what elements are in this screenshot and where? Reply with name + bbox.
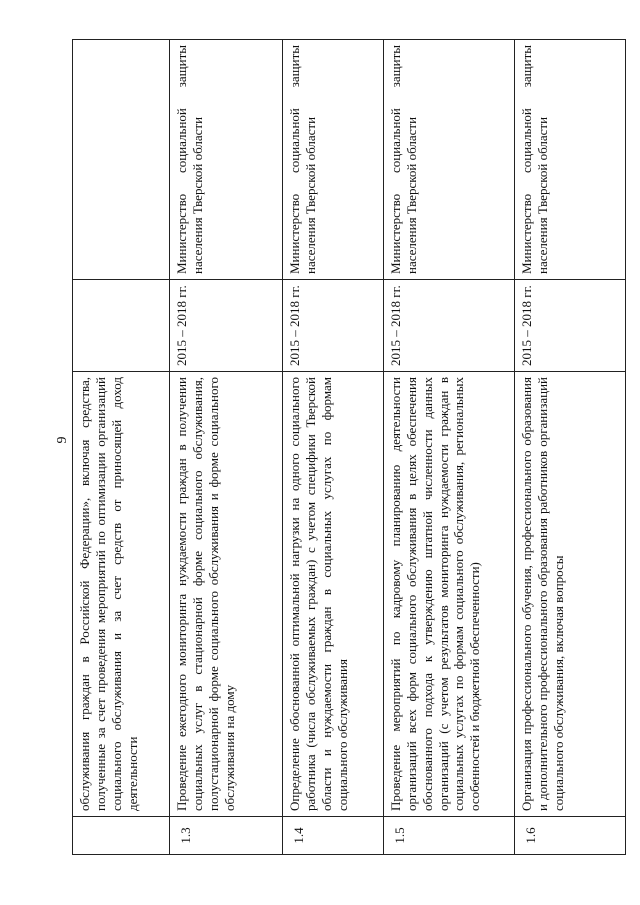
measure-description: Проведение ежегодного мониторинга нуждаемости граждан в получении социальных услуг в стационарной форме социального обслуживания, полустационарной форме социального обслуживания и форме социального обслуживания на дому — [170, 372, 283, 817]
period: 2015 – 2018 гг. — [283, 280, 384, 372]
executor: Министерство социальной защиты населения Тверской области — [384, 40, 515, 280]
period: 2015 – 2018 гг. — [170, 280, 283, 372]
executor: Министерство социальной защиты населения Тверской области — [515, 40, 626, 280]
period: 2015 – 2018 гг. — [384, 280, 515, 372]
table-row — [515, 40, 626, 855]
executor — [73, 40, 170, 280]
row-number — [73, 817, 170, 855]
row-number: 1.4 — [283, 817, 384, 855]
period: 2015 – 2018 гг. — [515, 280, 626, 372]
table-row — [384, 40, 515, 855]
measure-description: обслуживания граждан в Российской Федерации», включая средства, полученные за счет проведения мероприятий по оптимизации организаций социального обслуживания и за счет средств от приносящей доход деятельности — [73, 372, 170, 817]
table-row — [283, 40, 384, 855]
row-number: 1.5 — [384, 817, 515, 855]
measure-description: Определение обоснованной оптимальной нагрузки на одного социального работника (числа обслуживаемых граждан) с учетом специфики Тверской области и нуждаемости граждан в социальных услугах по формам социального обслуживания — [283, 372, 384, 817]
row-number: 1.3 — [170, 817, 283, 855]
executor: Министерство социальной защиты населения Тверской области — [283, 40, 384, 280]
executor: Министерство социальной защиты населения Тверской области — [170, 40, 283, 280]
period — [73, 280, 170, 372]
page-number: 9 — [55, 436, 70, 444]
measure-description: Проведение мероприятий по кадровому планированию деятельности организаций всех форм социального обслуживания в целях обеспечения обоснованного подхода к утверждению штатной численности данных организаций (с учетом результатов мониторинга нуждаемости граждан в социальных услугах по формам социального обслуживания, региональных особенностей и бюджетной обеспеченности) — [384, 372, 515, 817]
row-number: 1.6 — [515, 817, 626, 855]
table-row — [73, 40, 170, 855]
table-row — [170, 40, 283, 855]
measure-description: Организация профессионального обучения, профессионального образования и дополнительного профессионального образования работников организаций социального обслуживания, включая вопросы — [515, 372, 626, 817]
rotated-table-wrapper — [72, 40, 606, 855]
measures-table — [72, 39, 626, 855]
